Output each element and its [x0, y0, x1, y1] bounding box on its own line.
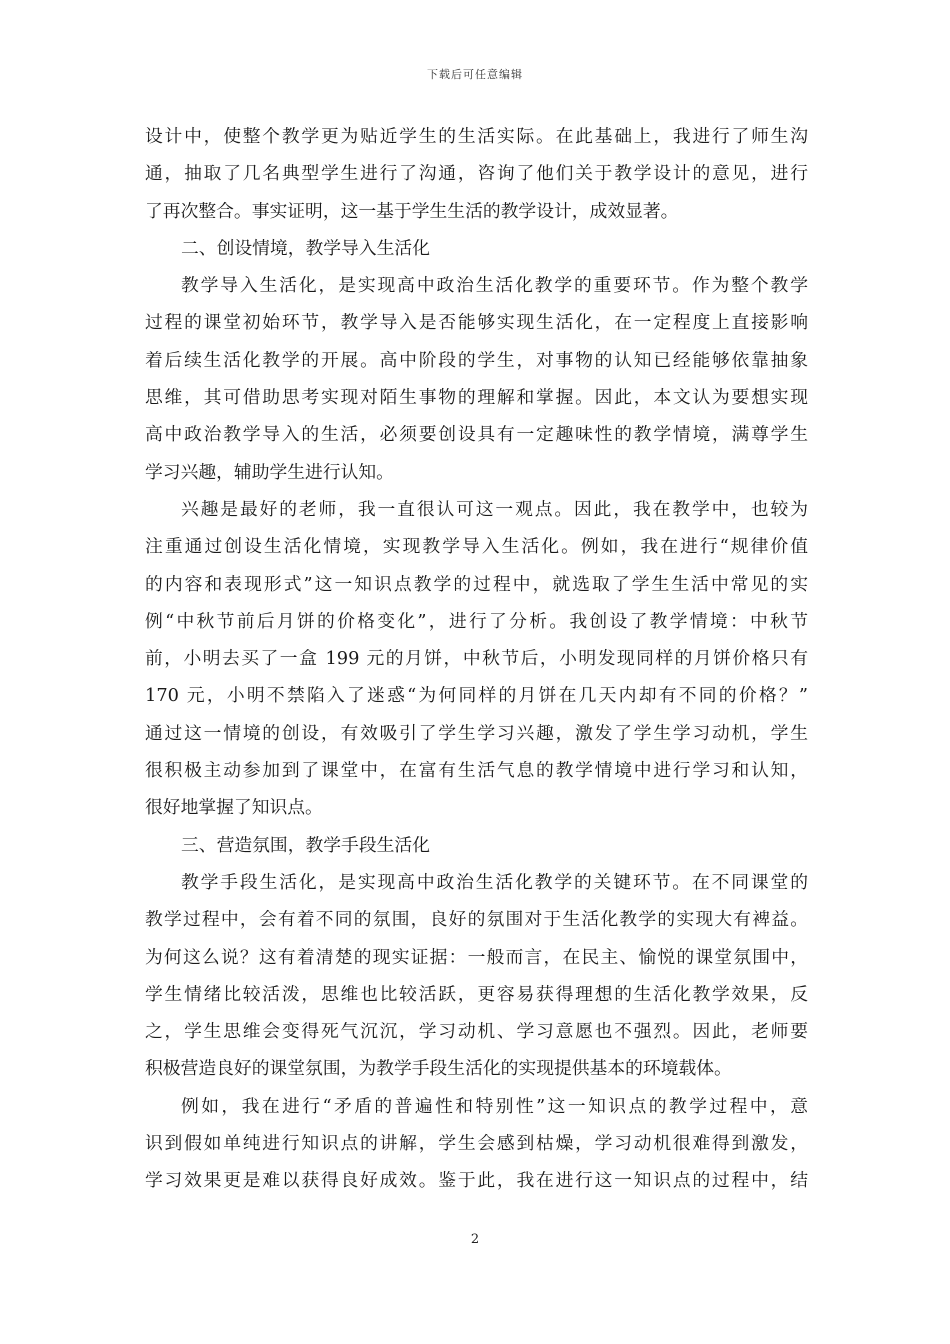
text-line: 积极营造良好的课堂氛围，为教学手段生活化的实现提供基本的环境载体。 — [145, 1058, 732, 1080]
text-line: 例“中秋节前后月饼的价格变化”，进行了分析。我创设了教学情境：中秋节 — [145, 610, 808, 632]
text-line: 过程的课堂初始环节，教学导入是否能够实现生活化，在一定程度上直接影响 — [145, 312, 808, 334]
text-line: 通过这一情境的创设，有效吸引了学生学习兴趣，激发了学生学习动机，学生 — [145, 722, 808, 744]
text-line: 通，抽取了几名典型学生进行了沟通，咨询了他们关于教学设计的意见，进行 — [145, 163, 808, 185]
text-line: 很好地掌握了知识点。 — [145, 797, 323, 819]
text-line: 为何这么说？这有着清楚的现实证据：一般而言，在民主、愉悦的课堂氛围中， — [145, 946, 808, 968]
text-line: 高中政治教学导入的生活，必须要创设具有一定趣味性的教学情境，满尊学生 — [145, 424, 808, 446]
text-line: 之，学生思维会变得死气沉沉，学习动机、学习意愿也不强烈。因此，老师要 — [145, 1021, 808, 1043]
text-line: 学习效果更是难以获得良好成效。鉴于此，我在进行这一知识点的过程中，结 — [145, 1170, 808, 1192]
text-line: 设计中，使整个教学更为贴近学生的生活实际。在此基础上，我进行了师生沟 — [145, 126, 808, 147]
text-line: 着后续生活化教学的开展。高中阶段的学生，对事物的认知已经能够依靠抽象 — [145, 349, 808, 371]
text-line: 三、营造氛围，教学手段生活化 — [181, 834, 430, 856]
text-line: 例如，我在进行“矛盾的普遍性和特别性”这一知识点的教学过程中，意 — [181, 1095, 808, 1117]
text-line: 教学导入生活化，是实现高中政治生活化教学的重要环节。作为整个教学 — [181, 275, 808, 297]
text-line: 识到假如单纯进行知识点的讲解，学生会感到枯燥，学习动机很难得到激发， — [145, 1133, 808, 1155]
page-number: 2 — [470, 1232, 480, 1247]
text-line: 教学手段生活化，是实现高中政治生活化教学的关键环节。在不同课堂的 — [181, 871, 808, 893]
text-line: 的内容和表现形式”这一知识点教学的过程中，就选取了学生生活中常见的实 — [145, 573, 808, 595]
text-line: 思维，其可借助思考实现对陌生事物的理解和掌握。因此，本文认为要想实现 — [145, 387, 808, 409]
text-line: 很积极主动参加到了课堂中，在富有生活气息的教学情境中进行学习和认知， — [145, 760, 808, 782]
text-line: 兴趣是最好的老师，我一直很认可这一观点。因此，我在教学中，也较为 — [181, 498, 808, 520]
text-line: 了再次整合。事实证明，这一基于学生生活的教学设计，成效显著。 — [145, 200, 679, 222]
page-header: 下载后可任意编辑 — [427, 68, 523, 81]
text-line: 注重通过创设生活化情境，实现教学导入生活化。例如，我在进行“规律价值 — [145, 536, 808, 558]
text-line: 前，小明去买了一盒 199 元的月饼，中秋节后，小明发现同样的月饼价格只有 — [145, 648, 808, 670]
text-line: 学习兴趣，辅助学生进行认知。 — [145, 461, 394, 483]
text-line: 170 元，小明不禁陷入了迷惑“为何同样的月饼在几天内却有不同的价格？” — [145, 685, 808, 707]
text-line: 学生情绪比较活泼，思维也比较活跃，更容易获得理想的生活化教学效果，反 — [145, 983, 808, 1005]
document-body — [145, 118, 808, 1200]
text-line: 教学过程中，会有着不同的氛围，良好的氛围对于生活化教学的实现大有裨益。 — [145, 909, 808, 931]
text-line: 二、创设情境，教学导入生活化 — [181, 237, 430, 259]
